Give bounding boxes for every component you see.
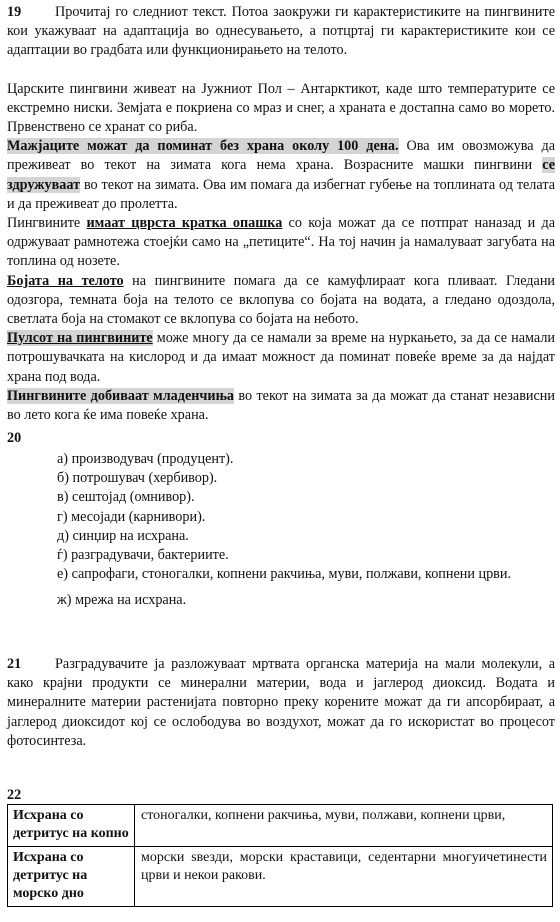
q19-underline-pulse: Пулсот на пингвините [7, 330, 153, 347]
q19-text: може многу да се намали за време на нуркањето, за да се намали потрошувачката на кислород и да имаат можност да поминат повеќе време за да најдат храна под вода. [7, 330, 556, 385]
table-cell-value: морски ѕвезди, морски краставици, седентарни многуичетинести црви и некои ракови. [135, 847, 553, 907]
list-item: б) потрошувач (хербивор). [57, 470, 218, 487]
q19-highlight-huddle: се здружуваат [7, 157, 555, 193]
q19-highlight-fasting: Мажјаците можат да поминат без храна околу 100 дена. [7, 138, 399, 155]
q19-text: на пингвините помага да се камуфлираат кога пливаат. Гледани одозгора, темната боја на телото се вклопува со бојата на водата, а гледано одоздола, светлата боја на стомакот се вклопува со бојата на небото. [7, 272, 556, 328]
table-cell-label: Исхрана со детритус на копно [8, 805, 135, 847]
list-item: ж) мрежа на исхрана. [57, 592, 187, 609]
q19-instruction-text: Прочитај го следниот текст. Потоа заокружи ги карактеристиките на пингвините кои укажуваат на адаптација во однесувањето, а потцртај ги карактеристиките кои се адаптации во градбата или функционирањето на телото. [7, 4, 555, 59]
table-row [8, 805, 553, 847]
q19-paragraph-2 [7, 137, 555, 214]
q19-instruction [7, 3, 555, 61]
list-item: а) производувач (продуцент). [57, 451, 234, 467]
q19-highlight-offspring: Пингвините добиваат младенчиња [7, 387, 234, 404]
q19-text: во текот на зимата за да можат да станат независни во лето кога ќе има повеќе храна. [7, 387, 555, 424]
q19-underline-tail: имаат цврста кратка опашка [86, 215, 283, 232]
table-cell-value: стоногалки, копнени ракчиња, муви, полжави, копнени црви, [135, 805, 553, 847]
q20-number: 20 [7, 430, 22, 446]
list-item: ѓ) разградувачи, бактериите. [57, 547, 229, 564]
question-20-list [7, 450, 555, 611]
q19-paragraph-3 [7, 214, 555, 272]
question-19 [7, 3, 555, 425]
list-item: д) синџир на исхрана. [57, 527, 189, 544]
q19-underline-color: Бојата на телото [7, 272, 124, 289]
q19-paragraph-5 [7, 329, 555, 387]
q19-text: Ова им овозможува да преживеат во текот на зимата кога нема храна. Возрасните машки пингвини [7, 138, 555, 174]
table-row [8, 847, 553, 907]
q21-text: Разградувачите ја разложуваат мртвата органска материја на мали молекули, а како крајни продукти се минерални материи, вода и јаглерод диоксид. Водата и минералните материи растенијата повторно преку корените можат да ги апсорбираат, а јаглерод диоксидот кој се ослободува во воздухот, можат да го искористат во процесот фотосинтеза. [7, 656, 555, 749]
q21-text-block [7, 655, 555, 751]
list-item: г) месојади (карнивори). [57, 508, 206, 525]
q19-number: 19 [7, 4, 22, 20]
list-item: в) сештојад (омнивор). [57, 489, 195, 506]
table-cell-label: Исхрана со детритус на морско дно [8, 847, 135, 907]
q19-text: во текот на зимата. Ова им помага да избегнат губење на топлината од телата и да преживеат до пролетта. [7, 176, 555, 212]
q22-table [7, 804, 553, 907]
list-item: е) сапрофаги, стоногалки, копнени ракчиња, муви, полжави, копнени црви. [57, 566, 512, 583]
q21-number: 21 [7, 656, 22, 672]
q19-paragraph-1: Царските пингвини живеат на Јужниот Пол – Антарктикот, каде што температурите се екстремно ниски. Земјата е покриена со мраз и снег, а храната е достапна само во морето. Првенствено се хранат со риба. [7, 80, 555, 136]
q19-paragraph-4 [7, 272, 555, 330]
q19-text: Пингвините [7, 215, 87, 232]
q19-paragraph-6 [7, 387, 555, 425]
q22-number: 22 [7, 787, 22, 803]
question-21 [7, 655, 555, 751]
q19-text: со која можат да се потпрат наназад и да одржуваат рамнотежа стоејќи само на „петиците“. На тој начин ја намалуваат загубата на топлина од нозете. [7, 215, 556, 270]
